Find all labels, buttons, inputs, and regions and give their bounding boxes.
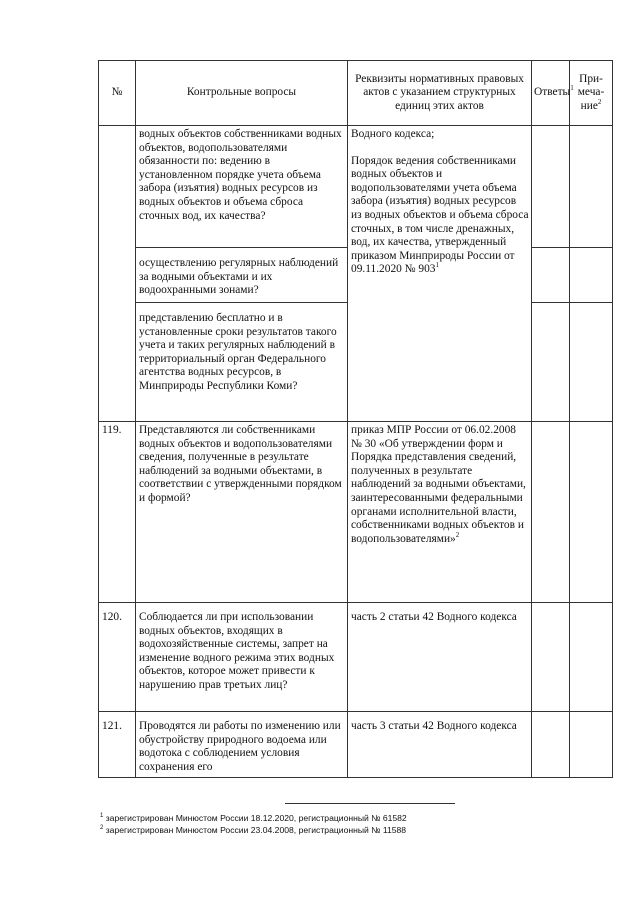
footnote-2-text: зарегистрирован Минюстом России 23.04.2008, регистрационный № 11588 xyxy=(105,825,407,835)
table-row xyxy=(99,712,613,778)
header-notes-sup: 2 xyxy=(597,98,602,106)
requisites-cell: часть 3 статьи 42 Водного кодекса xyxy=(348,712,532,778)
question-cell: осуществлению регулярных наблюдений за водными объектами и их водоохранными зонами? xyxy=(136,248,348,303)
question-cell: Проводятся ли работы по изменению или обустройству природного водоема или водотока с соблюдением условия сохранения его xyxy=(136,712,348,778)
note-cell xyxy=(570,248,613,303)
header-requisites: Реквизиты нормативных правовых актов с указанием структурных единиц этих актов xyxy=(348,61,532,126)
row-num-cell: 119. xyxy=(99,422,136,603)
requisites-cell: часть 2 статьи 42 Водного кодекса xyxy=(348,603,532,712)
table-row xyxy=(99,422,613,603)
footnotes xyxy=(100,812,620,836)
note-cell xyxy=(570,603,613,712)
question-cell: представлению бесплатно и в установленные сроки результатов такого учета и таких регулярных наблюдений в территориальный орган Федерального агентства водных ресурсов, в Минприроды Республики Коми? xyxy=(136,303,348,422)
row-num-cell xyxy=(99,126,136,422)
row-num-cell: 121. xyxy=(99,712,136,778)
header-answers-sup: 1 xyxy=(570,84,574,93)
header-answers xyxy=(532,61,574,126)
answer-cell xyxy=(532,248,570,303)
header-notes-text: При-меча-ние xyxy=(577,72,605,112)
footnote-separator xyxy=(285,803,455,804)
note-cell xyxy=(570,422,613,603)
footnote-1 xyxy=(100,812,620,824)
requisites-sup: 1 xyxy=(435,261,439,270)
note-cell xyxy=(570,126,613,248)
answer-cell xyxy=(532,422,570,603)
control-questions-table xyxy=(98,60,613,778)
table-row xyxy=(99,126,613,248)
note-cell xyxy=(570,303,613,422)
footnote-1-text: зарегистрирован Минюстом России 18.12.2020, регистрационный № 61582 xyxy=(105,813,407,823)
table-header-row xyxy=(99,61,613,126)
footnote-1-sup: 1 xyxy=(100,813,104,820)
footnote-2 xyxy=(100,824,620,836)
header-answers-text: Ответы xyxy=(534,86,571,99)
question-cell: водных объектов собственниками водных объектов, водопользователями обязанности по: ведению в установленном порядке учета объема забора (изъятия) водных ресурсов из водных объектов и объема сброса сточных вод, их качества? xyxy=(136,126,348,248)
answer-cell xyxy=(532,712,570,778)
header-num: № xyxy=(99,61,136,126)
question-cell: Соблюдается ли при использовании водных объектов, входящих в водохозяйственные системы, запрет на изменение водного режима этих водных объектов, которое может привести к нарушению прав третьих лиц? xyxy=(136,603,348,712)
requisites-text: приказ МПР России от 06.02.2008 № 30 «Об утверждении форм и Порядка представления сведений, полученных в результате наблюдений за водными объектами, заинтересованными федеральными органами исполнительной власти, собственниками водных объектов и водопользователями» xyxy=(351,424,526,545)
requisites-text-a: Водного кодекса; xyxy=(351,128,435,140)
row-num-cell: 120. xyxy=(99,603,136,712)
footnote-2-sup: 2 xyxy=(100,825,104,832)
answer-cell xyxy=(532,126,570,248)
requisites-text-b xyxy=(351,155,529,277)
answer-cell xyxy=(532,303,570,422)
requisites-sup: 2 xyxy=(455,530,460,539)
note-cell xyxy=(570,712,613,778)
answer-cell xyxy=(532,603,570,712)
question-cell: Представляются ли собственниками водных объектов и водопользователями сведения, полученные в результате наблюдений за водными объектами, в соответствии с утвержденными порядком и формой? xyxy=(136,422,348,603)
requisites-cell xyxy=(348,126,532,422)
requisites-cell xyxy=(348,422,532,603)
table-row xyxy=(99,603,613,712)
header-notes xyxy=(570,61,613,126)
header-questions: Контрольные вопросы xyxy=(136,61,348,126)
requisites-text-b-body: Порядок ведения собственниками водных объектов и водопользователями учета объема забора (изъятия) водных ресурсов из водных объектов и объема сброса сточных, в том числе дренажных, вод, их качества, утвержденный приказом Минприроды России от 09.11.2020 № 903 xyxy=(351,154,529,276)
